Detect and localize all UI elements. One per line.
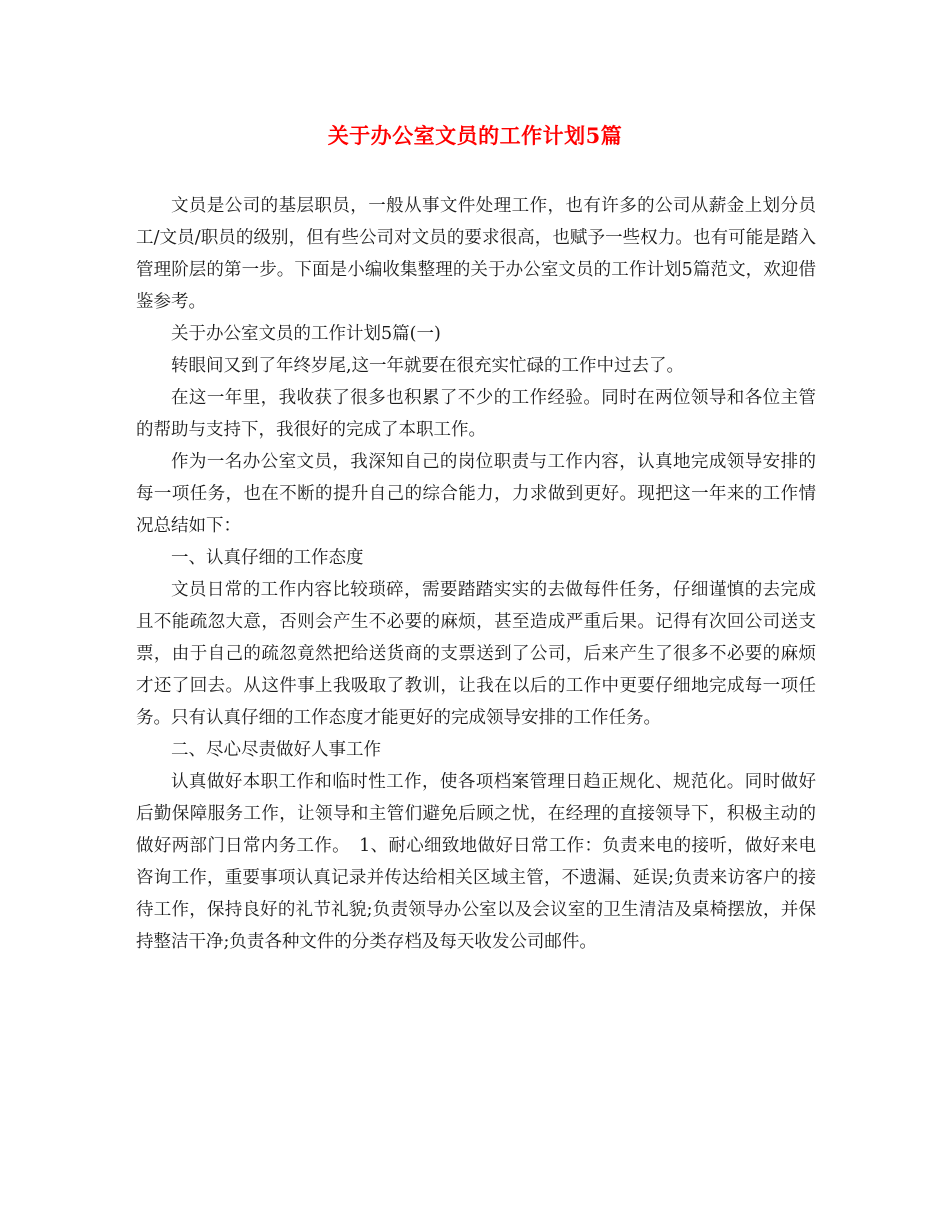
paragraph-attitude: 文员日常的工作内容比较琐碎，需要踏踏实实的去做每件任务，仔细谨慎的去完成且不能疏忽大意，否则会产生不必要的麻烦，甚至造成严重后果。记得有次回公司送支票，由于自己的疏忽竟然把给送货商的支票送到了公司，后来产生了很多不必要的麻烦才还了回去。从这件事上我吸取了教训，让我在以后的工作中更要仔细地完成每一项任务。只有认真仔细的工作态度才能更好的完成领导安排的工作任务。	[136, 580, 816, 728]
intro-paragraph: 文员是公司的基层职员，一般从事文件处理工作，也有许多的公司从薪金上划分员工/文员/职员的级别，但有些公司对文员的要求很高，也赋予一些权力。也有可能是踏入管理阶层的第一步。下面是小编收集整理的关于办公室文员的工作计划5篇范文，欢迎借鉴参考。	[136, 196, 816, 312]
section-heading-personnel: 二、尽心尽责做好人事工作	[171, 740, 381, 760]
section-heading-attitude: 一、认真仔细的工作态度	[171, 548, 364, 568]
paragraph-experience: 在这一年里，我收获了很多也积累了不少的工作经验。同时在两位领导和各位主管的帮助与支持下，我很好的完成了本职工作。	[136, 388, 816, 440]
section-heading-part-one: 关于办公室文员的工作计划5篇(一)	[171, 324, 441, 344]
paragraph-job-duties: 作为一名办公室文员，我深知自己的岗位职责与工作内容，认真地完成领导安排的每一项任务，也在不断的提升自己的综合能力，力求做到更好。现把这一年来的工作情况总结如下：	[136, 452, 816, 536]
paragraph-year-end: 转眼间又到了年终岁尾,这一年就要在很充实忙碌的工作中过去了。	[171, 356, 685, 376]
paragraph-personnel: 认真做好本职工作和临时性工作，使各项档案管理日趋正规化、规范化。同时做好后勤保障服务工作，让领导和主管们避免后顾之忧，在经理的直接领导下，积极主动的做好两部门日常内务工作。 1、耐心细致地做好日常工作：负责来电的接听，做好来电咨询工作，重要事项认真记录并传达给相关区域主管，不遗漏、延误;负责来访客户的接待工作，保持良好的礼节礼貌;负责领导办公室以及会议室的卫生清洁及桌椅摆放，并保持整洁干净;负责各种文件的分类存档及每天收发公司邮件。	[136, 772, 816, 952]
document-body	[136, 190, 816, 958]
document-title: 关于办公室文员的工作计划5篇	[327, 123, 623, 148]
